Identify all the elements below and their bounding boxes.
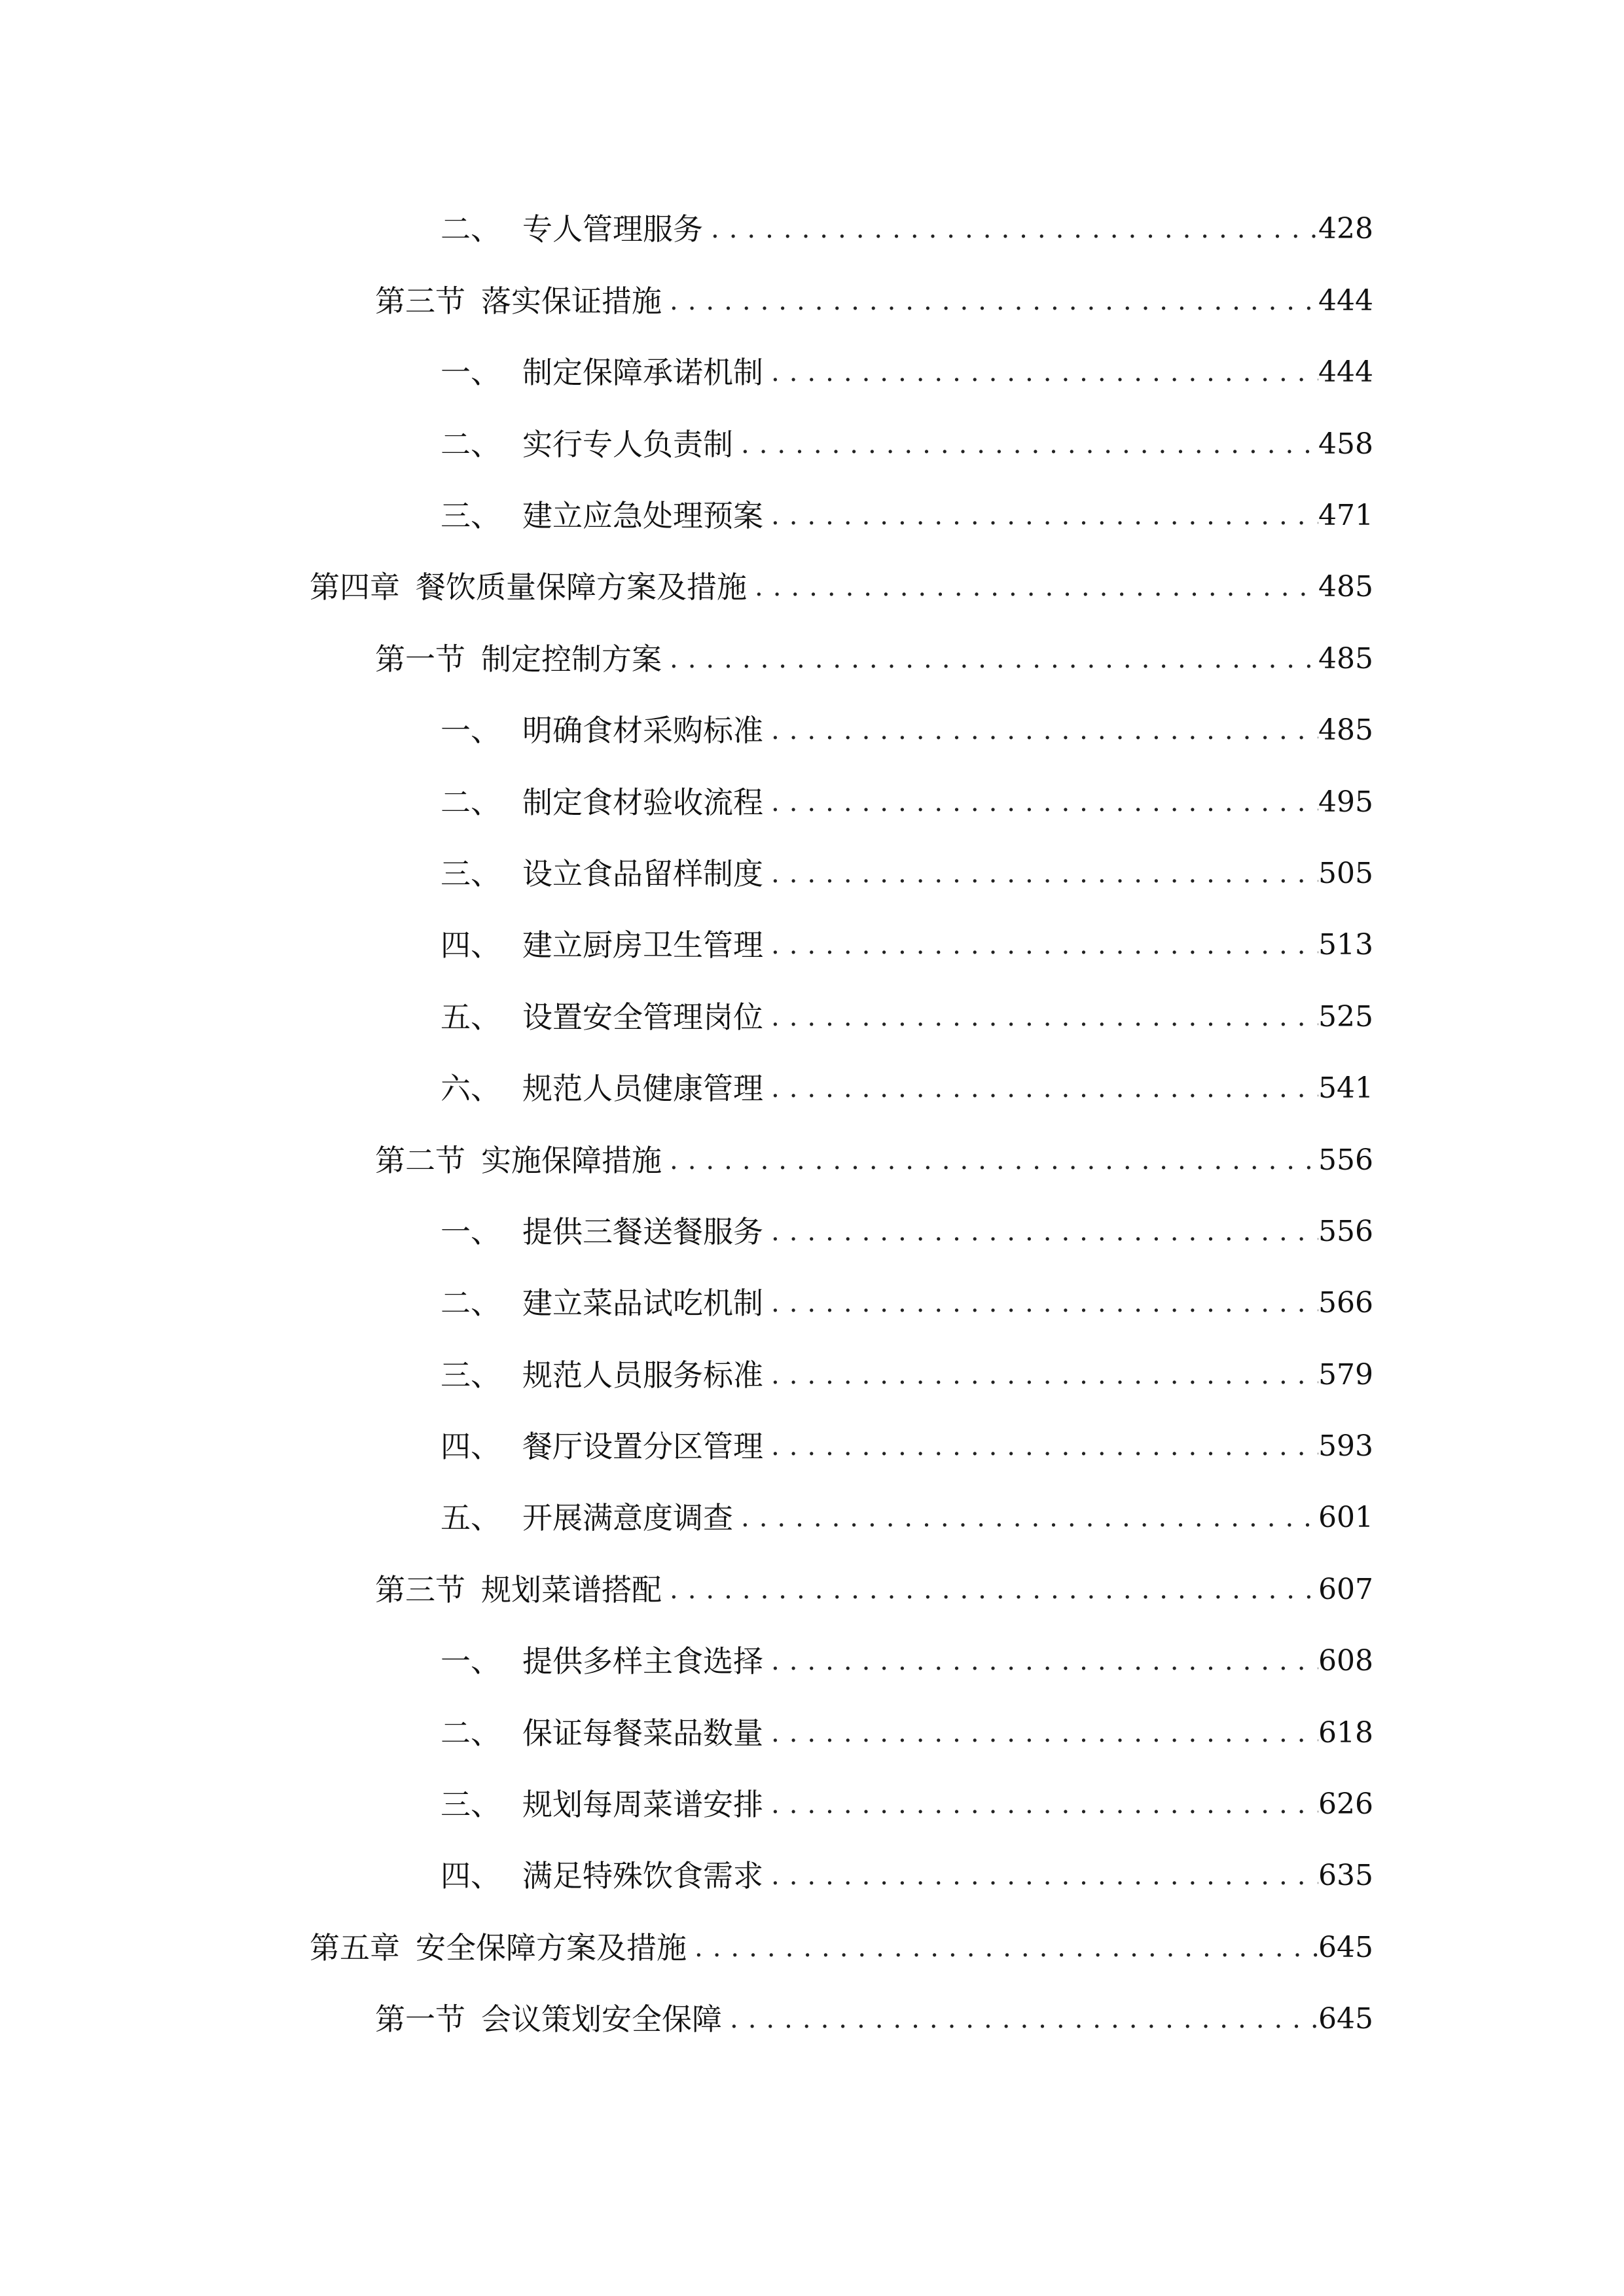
toc-entry-page: 471 <box>1318 499 1373 532</box>
toc-entry-title: 提供多样主食选择 <box>522 1643 763 1679</box>
toc-dot-leader <box>763 1778 1318 1831</box>
toc-entry-number: 二、 <box>441 1715 501 1751</box>
toc-entry[interactable] <box>441 1277 1373 1329</box>
toc-entry-page: 601 <box>1318 1501 1373 1534</box>
toc-entry-page: 645 <box>1318 2002 1373 2036</box>
toc-entry-number: 五、 <box>441 1500 501 1535</box>
toc-entry-title: 建立菜品试吃机制 <box>522 1285 763 1321</box>
toc-entry[interactable] <box>310 561 1373 613</box>
toc-entry[interactable] <box>441 704 1373 757</box>
toc-dot-leader <box>763 1707 1318 1759</box>
toc-entry-page: 513 <box>1318 928 1373 961</box>
toc-dot-leader <box>747 561 1318 613</box>
toc-entry[interactable] <box>441 776 1373 829</box>
toc-entry-title: 规划菜谱搭配 <box>481 1572 662 1607</box>
toc-entry-page: 566 <box>1318 1286 1373 1319</box>
toc-entry-number: 第三节 <box>375 1572 465 1607</box>
toc-entry[interactable] <box>375 633 1373 685</box>
toc-entry-title: 制定控制方案 <box>481 641 662 677</box>
toc-entry[interactable] <box>441 848 1373 900</box>
toc-dot-leader <box>763 1277 1318 1329</box>
toc-entry[interactable] <box>441 1850 1373 1902</box>
toc-entry[interactable] <box>441 1420 1373 1473</box>
toc-entry-number: 第一节 <box>375 2001 465 2037</box>
toc-entry[interactable] <box>441 346 1373 399</box>
toc-entry-title: 满足特殊饮食需求 <box>522 1858 763 1893</box>
toc-entry[interactable] <box>441 1206 1373 1258</box>
toc-entry-title: 提供三餐送餐服务 <box>522 1214 763 1249</box>
toc-entry-title: 餐厅设置分区管理 <box>522 1429 763 1464</box>
toc-entry-number: 三、 <box>441 856 501 891</box>
toc-entry-number: 一、 <box>441 1214 501 1249</box>
toc-entry-number: 一、 <box>441 1643 501 1679</box>
toc-entry-page: 607 <box>1318 1573 1373 1606</box>
toc-entry[interactable] <box>441 1349 1373 1401</box>
toc-entry-page: 485 <box>1318 642 1373 675</box>
toc-entry-title: 落实保证措施 <box>481 283 662 319</box>
toc-entry-title: 建立厨房卫生管理 <box>522 927 763 963</box>
toc-dot-leader <box>662 1564 1318 1616</box>
toc-entry[interactable] <box>441 490 1373 542</box>
toc-dot-leader <box>763 848 1318 900</box>
toc-entry-page: 485 <box>1318 713 1373 747</box>
toc-dot-leader <box>722 1993 1318 2045</box>
toc-entry-title: 明确食材采购标准 <box>522 713 763 748</box>
toc-dot-leader <box>763 1850 1318 1902</box>
toc-entry-page: 428 <box>1318 212 1373 245</box>
toc-entry-number: 四、 <box>441 927 501 963</box>
toc-dot-leader <box>763 704 1318 757</box>
toc-entry-page: 626 <box>1318 1787 1373 1821</box>
toc-entry-number: 三、 <box>441 1787 501 1822</box>
toc-entry-page: 505 <box>1318 857 1373 890</box>
toc-entry-number: 三、 <box>441 1357 501 1393</box>
toc-dot-leader <box>733 418 1318 471</box>
toc-entry[interactable] <box>441 1062 1373 1115</box>
toc-dot-leader <box>763 1062 1318 1115</box>
toc-entry-number: 二、 <box>441 211 501 247</box>
toc-entry-page: 458 <box>1318 427 1373 461</box>
toc-entry-page: 579 <box>1318 1358 1373 1391</box>
toc-entry-number: 二、 <box>441 1285 501 1321</box>
toc-entry-title: 规范人员健康管理 <box>522 1071 763 1106</box>
toc-dot-leader <box>763 1349 1318 1401</box>
toc-dot-leader <box>763 991 1318 1043</box>
toc-dot-leader <box>703 203 1318 255</box>
toc-dot-leader <box>662 275 1318 327</box>
toc-entry[interactable] <box>441 203 1373 255</box>
toc-entry[interactable] <box>375 1993 1373 2045</box>
toc-dot-leader <box>763 1206 1318 1258</box>
toc-entry-number: 第五章 <box>310 1930 400 1965</box>
toc-entry-number: 二、 <box>441 427 501 462</box>
toc-entry-title: 专人管理服务 <box>522 211 703 247</box>
toc-entry-title: 保证每餐菜品数量 <box>522 1715 763 1751</box>
toc-entry[interactable] <box>441 1635 1373 1687</box>
toc-entry-number: 三、 <box>441 498 501 533</box>
toc-entry[interactable] <box>441 1707 1373 1759</box>
toc-entry-number: 五、 <box>441 999 501 1035</box>
toc-entry-title: 设立食品留样制度 <box>522 856 763 891</box>
toc-entry-title: 会议策划安全保障 <box>481 2001 722 2037</box>
toc-entry-title: 开展满意度调查 <box>522 1500 733 1535</box>
toc-entry-page: 635 <box>1318 1859 1373 1892</box>
toc-entry-number: 第四章 <box>310 569 400 605</box>
toc-entry[interactable] <box>310 1922 1373 1974</box>
toc-entry-page: 541 <box>1318 1071 1373 1105</box>
toc-entry[interactable] <box>375 1564 1373 1616</box>
toc-dot-leader <box>763 490 1318 542</box>
toc-dot-leader <box>662 633 1318 685</box>
toc-entry-page: 485 <box>1318 570 1373 603</box>
toc-entry[interactable] <box>441 919 1373 971</box>
toc-dot-leader <box>763 919 1318 971</box>
toc-entry-number: 一、 <box>441 713 501 748</box>
toc-entry-page: 444 <box>1318 355 1373 389</box>
toc-entry-title: 制定保障承诺机制 <box>522 355 763 390</box>
toc-entry-title: 实施保障措施 <box>481 1143 662 1178</box>
toc-entry[interactable] <box>375 1134 1373 1187</box>
toc-entry-number: 第一节 <box>375 641 465 677</box>
toc-entry-number: 第二节 <box>375 1143 465 1178</box>
toc-dot-leader <box>733 1492 1318 1544</box>
toc-entry-title: 安全保障方案及措施 <box>416 1930 687 1965</box>
toc-entry-number: 第三节 <box>375 283 465 319</box>
toc-entry-page: 645 <box>1318 1931 1373 1964</box>
toc-entry-number: 六、 <box>441 1071 501 1106</box>
toc-entry-page: 525 <box>1318 1000 1373 1033</box>
toc-entry-page: 495 <box>1318 785 1373 819</box>
toc-dot-leader <box>763 1635 1318 1687</box>
toc-entry-title: 设置安全管理岗位 <box>522 999 763 1035</box>
toc-entry-page: 608 <box>1318 1644 1373 1677</box>
toc-entry-page: 444 <box>1318 284 1373 317</box>
toc-entry-number: 四、 <box>441 1858 501 1893</box>
toc-entry-number: 一、 <box>441 355 501 390</box>
toc-entry-page: 618 <box>1318 1716 1373 1749</box>
toc-dot-leader <box>763 346 1318 399</box>
toc-dot-leader <box>763 776 1318 829</box>
toc-entry[interactable] <box>441 1778 1373 1831</box>
toc-dot-leader <box>662 1134 1318 1187</box>
toc-entry-title: 规划每周菜谱安排 <box>522 1787 763 1822</box>
toc-entry-page: 556 <box>1318 1143 1373 1177</box>
toc-entry-page: 593 <box>1318 1429 1373 1463</box>
toc-entry[interactable] <box>375 275 1373 327</box>
toc-dot-leader <box>687 1922 1318 1974</box>
toc-entry[interactable] <box>441 991 1373 1043</box>
toc-entry-title: 餐饮质量保障方案及措施 <box>416 569 747 605</box>
toc-entry-title: 实行专人负责制 <box>522 427 733 462</box>
toc-entry[interactable] <box>441 418 1373 471</box>
toc-entry-number: 四、 <box>441 1429 501 1464</box>
toc-dot-leader <box>763 1420 1318 1473</box>
toc-entry-title: 制定食材验收流程 <box>522 785 763 820</box>
toc-entry-number: 二、 <box>441 785 501 820</box>
toc-entry-page: 556 <box>1318 1215 1373 1248</box>
toc-entry-title: 建立应急处理预案 <box>522 498 763 533</box>
toc-entry[interactable] <box>441 1492 1373 1544</box>
toc-entry-title: 规范人员服务标准 <box>522 1357 763 1393</box>
